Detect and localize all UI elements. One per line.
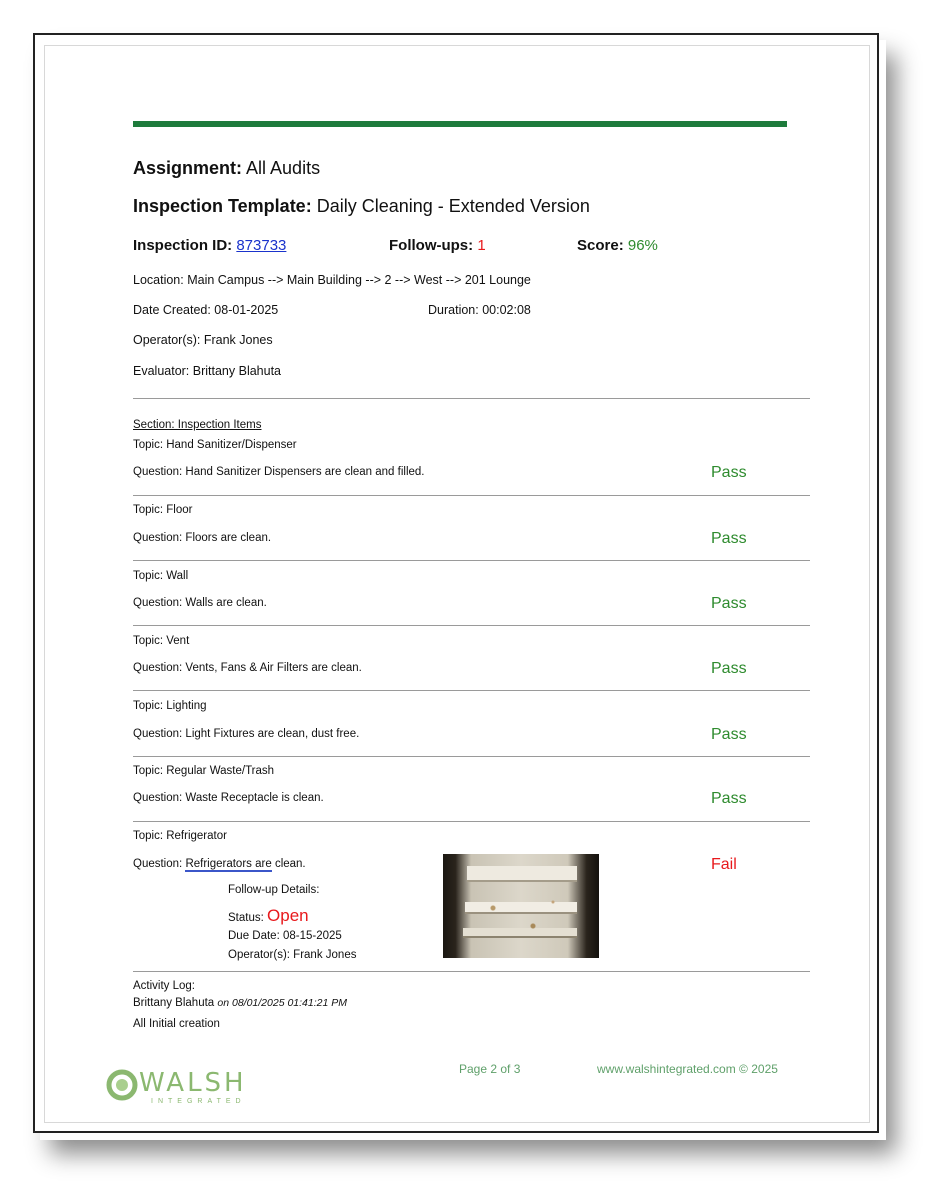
- topic: Topic: Lighting: [133, 700, 207, 712]
- question: Question: Waste Receptacle is clean.: [133, 792, 324, 804]
- question-underlined: Refrigerators are: [185, 858, 272, 870]
- divider: [133, 971, 810, 972]
- topic: Topic: Wall: [133, 570, 189, 582]
- inspection-id-label: Inspection ID:: [133, 237, 233, 254]
- activity-entry: [133, 997, 347, 1009]
- divider: [133, 690, 810, 691]
- question: Question: Light Fixtures are clean, dust free.: [133, 728, 360, 740]
- walsh-logo: [105, 1066, 265, 1106]
- followups-line: [389, 237, 486, 254]
- followup-operators: Operator(s): Frank Jones: [228, 949, 357, 961]
- photo-stains: [473, 884, 573, 944]
- divider: [133, 821, 810, 822]
- assignment-label: Assignment:: [133, 158, 243, 178]
- divider: [133, 560, 810, 561]
- result-pass: Pass: [711, 464, 747, 481]
- result-pass: Pass: [711, 660, 747, 677]
- divider: [133, 625, 810, 626]
- status-value: Open: [267, 906, 309, 925]
- topic: Topic: Vent: [133, 635, 190, 647]
- section-title: Section: Inspection Items: [133, 419, 262, 431]
- result-pass: Pass: [711, 726, 747, 743]
- topic: Topic: Refrigerator: [133, 830, 227, 842]
- template-line: [133, 196, 590, 217]
- evaluator: Evaluator: Brittany Blahuta: [133, 364, 281, 378]
- status-label: Status:: [228, 912, 264, 924]
- question: [133, 858, 306, 870]
- followup-due-date: Due Date: 08-15-2025: [228, 930, 342, 942]
- template-value: Daily Cleaning - Extended Version: [316, 196, 590, 216]
- score-line: [577, 237, 658, 254]
- refrigerator-photo: [443, 854, 599, 958]
- header-rule: [133, 121, 787, 127]
- assignment-value: All Audits: [246, 158, 321, 178]
- photo-shelf: [467, 866, 577, 882]
- inspection-id-link[interactable]: 873733: [236, 237, 287, 254]
- result-pass: Pass: [711, 790, 747, 807]
- followup-status: [228, 906, 309, 926]
- topic: Topic: Hand Sanitizer/Dispenser: [133, 439, 297, 451]
- followups-value: 1: [477, 237, 486, 254]
- page-number: Page 2 of 3: [459, 1062, 521, 1076]
- operators: Operator(s): Frank Jones: [133, 333, 273, 347]
- score-label: Score:: [577, 237, 624, 254]
- divider: [133, 495, 810, 496]
- inspection-id-line: [133, 237, 286, 254]
- result-fail: Fail: [711, 856, 737, 873]
- activity-text: All Initial creation: [133, 1018, 220, 1030]
- question-prefix: Question:: [133, 858, 183, 870]
- score-value: 96%: [627, 237, 658, 254]
- footer-site: www.walshintegrated.com © 2025: [597, 1062, 778, 1076]
- activity-user: Brittany Blahuta: [133, 997, 215, 1009]
- result-pass: Pass: [711, 595, 747, 612]
- document-page: [33, 33, 879, 1133]
- question: Question: Walls are clean.: [133, 597, 267, 609]
- activity-log-label: Activity Log:: [133, 980, 195, 992]
- result-pass: Pass: [711, 530, 747, 547]
- date-created: Date Created: 08-01-2025: [133, 303, 279, 317]
- question-suffix: clean.: [274, 858, 306, 870]
- template-label: Inspection Template:: [133, 196, 312, 216]
- followup-details-label: Follow-up Details:: [228, 884, 320, 896]
- logo-word: WALSH: [139, 1068, 247, 1098]
- topic: Topic: Regular Waste/Trash: [133, 765, 275, 777]
- followups-label: Follow-ups:: [389, 237, 474, 254]
- question: Question: Hand Sanitizer Dispensers are clean and filled.: [133, 466, 425, 478]
- location: Location: Main Campus --> Main Building --> 2 --> West --> 201 Lounge: [133, 273, 531, 287]
- divider: [133, 398, 810, 399]
- divider: [133, 756, 810, 757]
- question: Question: Floors are clean.: [133, 532, 272, 544]
- activity-time: on 08/01/2025 01:41:21 PM: [217, 997, 347, 1009]
- logo-mark-icon: [105, 1068, 139, 1102]
- assignment-line: [133, 158, 320, 179]
- logo-sub: INTEGRATED: [151, 1098, 246, 1105]
- question: Question: Vents, Fans & Air Filters are clean.: [133, 662, 362, 674]
- duration: Duration: 00:02:08: [428, 303, 531, 317]
- page-border: [44, 45, 870, 1123]
- topic: Topic: Floor: [133, 504, 193, 516]
